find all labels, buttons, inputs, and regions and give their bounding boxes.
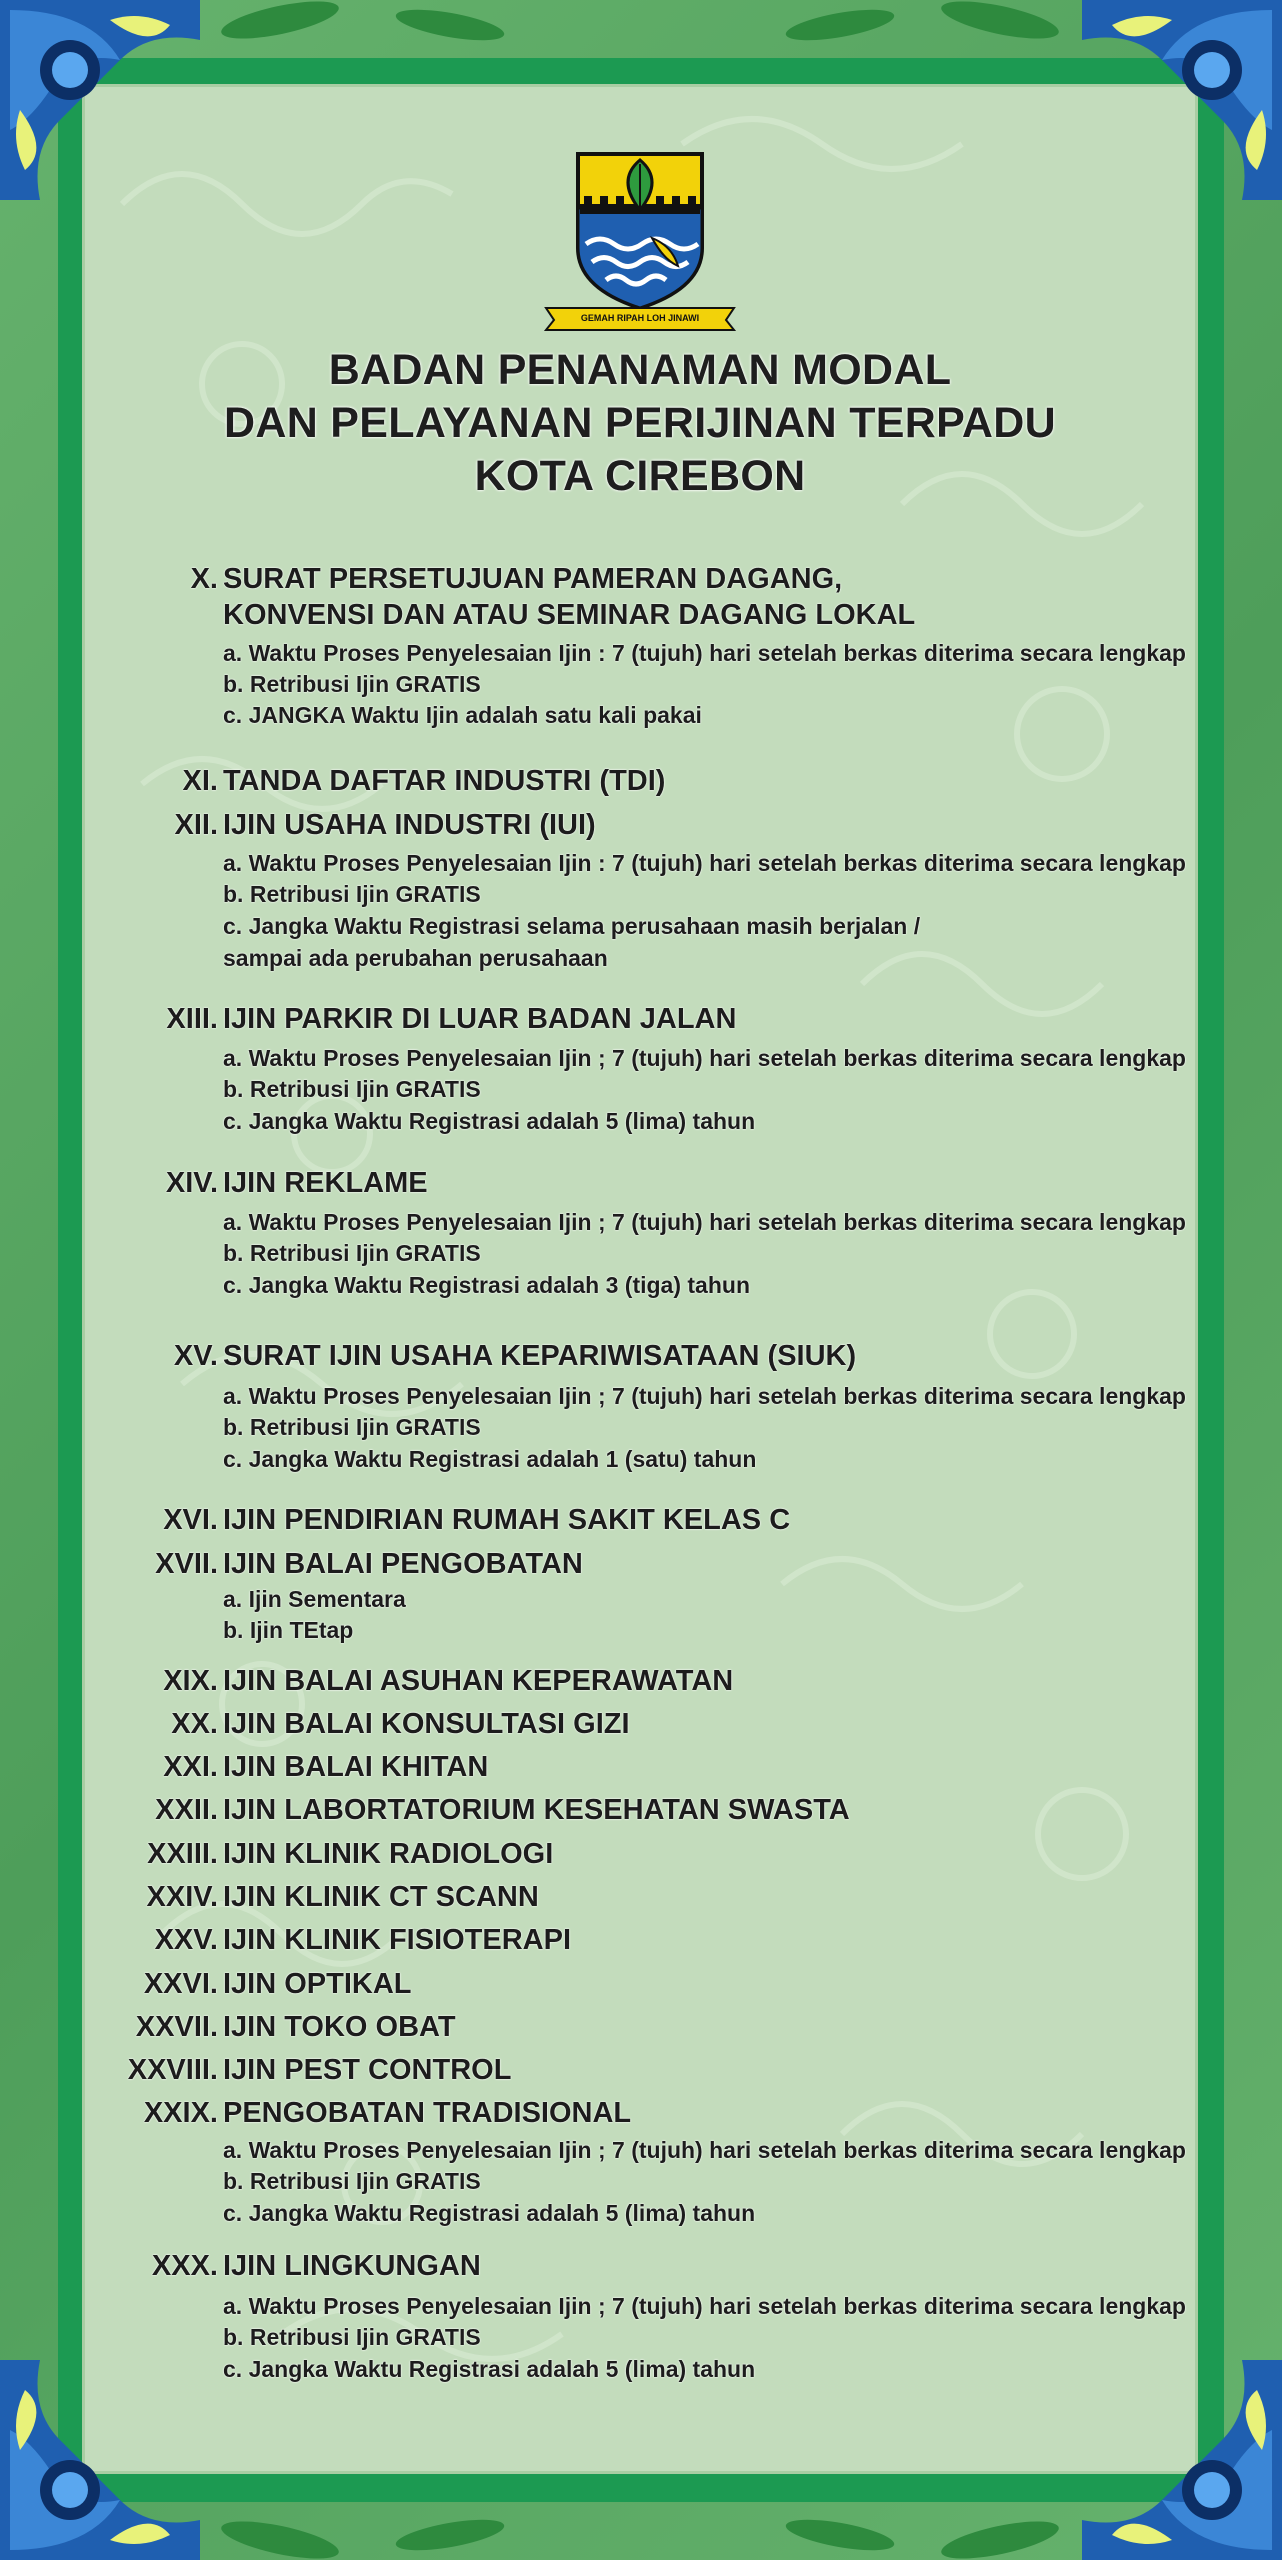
section-item: c. JANGKA Waktu Ijin adalah satu kali pakai <box>223 702 702 728</box>
section-item: c. Jangka Waktu Registrasi adalah 5 (lima) tahun <box>223 2356 756 2382</box>
section-item: c. Jangka Waktu Registrasi selama perusahaan masih berjalan / <box>223 913 921 939</box>
section-item: a. Waktu Proses Penyelesaian Ijin ; 7 (tujuh) hari setelah berkas diterima secara lengkap <box>223 1045 1186 1071</box>
section-title: IJIN TOKO OBAT <box>223 2011 456 2043</box>
section-title: TANDA DAFTAR INDUSTRI (TDI) <box>223 765 666 797</box>
section-title: IJIN USAHA INDUSTRI (IUI) <box>223 809 596 841</box>
section-item: b. Retribusi Ijin GRATIS <box>223 1076 481 1102</box>
title-line-3: KOTA CIREBON <box>474 452 806 500</box>
section-number: XIV. <box>165 1167 218 1199</box>
section-item: b. Ijin TEtap <box>223 1617 354 1643</box>
section-item: a. Waktu Proses Penyelesaian Ijin ; 7 (tujuh) hari setelah berkas diterima secara lengkap <box>223 1383 1186 1409</box>
section-title: IJIN BALAI KONSULTASI GIZI <box>223 1708 630 1740</box>
section-number: XI. <box>182 765 218 797</box>
section-number: XV. <box>173 1340 218 1372</box>
section-item: b. Retribusi Ijin GRATIS <box>223 2168 481 2194</box>
section-number: XXV. <box>154 1924 218 1956</box>
section-title: SURAT PERSETUJUAN PAMERAN DAGANG, <box>223 563 843 595</box>
section-item: b. Retribusi Ijin GRATIS <box>223 1414 481 1440</box>
section-title-continued: KONVENSI DAN ATAU SEMINAR DAGANG LOKAL <box>223 599 916 631</box>
section-title: IJIN LABORTATORIUM KESEHATAN SWASTA <box>223 1794 850 1826</box>
section-title: IJIN BALAI ASUHAN KEPERAWATAN <box>223 1665 734 1697</box>
section-item: a. Waktu Proses Penyelesaian Ijin ; 7 (tujuh) hari setelah berkas diterima secara lengkap <box>223 2293 1186 2319</box>
section-title: IJIN PEST CONTROL <box>223 2054 512 2086</box>
section-title: IJIN KLINIK CT SCANN <box>223 1881 539 1913</box>
section-number: XXVIII. <box>127 2054 218 2086</box>
section-number: XXIX. <box>143 2097 218 2129</box>
section-item: a. Waktu Proses Penyelesaian Ijin ; 7 (tujuh) hari setelah berkas diterima secara lengkap <box>223 2137 1186 2163</box>
title-line-1: BADAN PENANAMAN MODAL <box>328 346 952 394</box>
section-item: b. Retribusi Ijin GRATIS <box>223 881 481 907</box>
section-number: XVI. <box>163 1504 218 1536</box>
section-number: XX. <box>171 1708 218 1740</box>
section-number: XIII. <box>166 1003 218 1035</box>
section-number: XXI. <box>163 1751 218 1783</box>
section-title: SURAT IJIN USAHA KEPARIWISATAAN (SIUK) <box>223 1340 857 1372</box>
section-title: IJIN BALAI PENGOBATAN <box>223 1548 583 1580</box>
section-item: b. Retribusi Ijin GRATIS <box>223 1240 481 1266</box>
section-item: c. Jangka Waktu Registrasi adalah 5 (lima) tahun <box>223 1108 756 1134</box>
section-title: IJIN REKLAME <box>223 1167 428 1199</box>
section-title: IJIN PARKIR DI LUAR BADAN JALAN <box>223 1003 737 1035</box>
section-item: b. Retribusi Ijin GRATIS <box>223 671 481 697</box>
section-title: IJIN PENDIRIAN RUMAH SAKIT KELAS C <box>223 1504 791 1536</box>
logo-motto: GEMAH RIPAH LOH JINAWI <box>580 313 700 323</box>
section-title: PENGOBATAN TRADISIONAL <box>223 2097 632 2129</box>
section-number: XXX. <box>151 2250 218 2282</box>
section-title: IJIN KLINIK RADIOLOGI <box>223 1838 554 1870</box>
section-item: a. Ijin Sementara <box>223 1586 406 1612</box>
section-title: IJIN LINGKUNGAN <box>223 2250 481 2282</box>
section-title: IJIN BALAI KHITAN <box>223 1751 489 1783</box>
section-item: sampai ada perubahan perusahaan <box>223 945 608 971</box>
section-item: a. Waktu Proses Penyelesaian Ijin : 7 (tujuh) hari setelah berkas diterima secara lengkap <box>223 640 1186 666</box>
section-item: a. Waktu Proses Penyelesaian Ijin ; 7 (tujuh) hari setelah berkas diterima secara lengkap <box>223 1209 1186 1235</box>
section-title: IJIN KLINIK FISIOTERAPI <box>223 1924 572 1956</box>
title-line-2: DAN PELAYANAN PERIJINAN TERPADU <box>223 399 1056 447</box>
section-number: XVII. <box>155 1548 218 1580</box>
section-item: a. Waktu Proses Penyelesaian Ijin : 7 (tujuh) hari setelah berkas diterima secara lengkap <box>223 850 1186 876</box>
section-number: XXII. <box>155 1794 218 1826</box>
section-number: XXIII. <box>147 1838 218 1870</box>
section-title: IJIN OPTIKAL <box>223 1968 412 2000</box>
section-number: XIX. <box>163 1665 218 1697</box>
section-number: XXIV. <box>146 1881 218 1913</box>
section-item: c. Jangka Waktu Registrasi adalah 1 (satu) tahun <box>223 1446 757 1472</box>
section-number: XXVII. <box>135 2011 218 2043</box>
section-number: X. <box>190 563 218 595</box>
section-item: b. Retribusi Ijin GRATIS <box>223 2324 481 2350</box>
section-item: c. Jangka Waktu Registrasi adalah 5 (lima) tahun <box>223 2200 756 2226</box>
section-item: c. Jangka Waktu Registrasi adalah 3 (tiga) tahun <box>223 1272 751 1298</box>
section-number: XII. <box>174 809 218 841</box>
section-number: XXVI. <box>143 1968 218 2000</box>
